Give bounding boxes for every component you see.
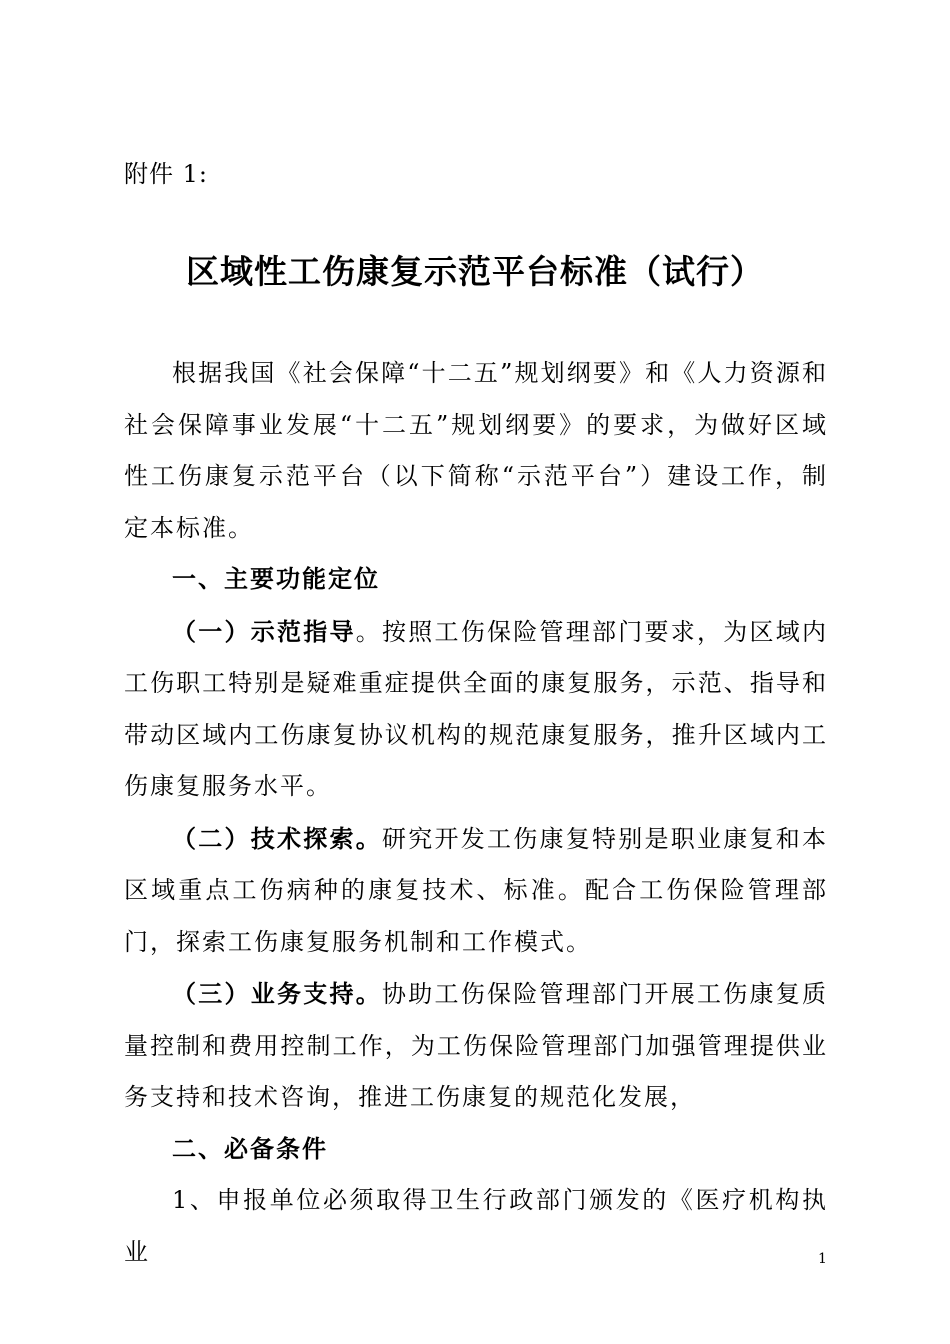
function-item-demonstration bbox=[124, 606, 828, 813]
item-lead: （一）示范指导 bbox=[172, 616, 356, 646]
item-text: 研究开发工伤康复特别是职业康复和本区域重点工伤病种的康复技术、标准。配合工伤保险管理部门，探索工伤康复服务机制和工作模式。 bbox=[124, 824, 828, 956]
item-lead: （三）业务支持。 bbox=[172, 979, 382, 1008]
item-text: 协助工伤保险管理部门开展工伤康复质量控制和费用控制工作，为工伤保险管理部门加强管理提供业务支持和技术咨询，推进工伤康复的规范化发展， bbox=[124, 980, 828, 1111]
document-title: 区域性工伤康复示范平台标准（试行） bbox=[186, 252, 764, 291]
intro-paragraph: 根据我国《社会保障“十二五”规划纲要》和《人力资源和社会保障事业发展“十二五”规划纲要》的要求，为做好区域性工伤康复示范平台（以下简称“示范平台”）建设工作，制定本标准。 bbox=[124, 359, 828, 542]
function-item-support bbox=[124, 968, 828, 1124]
attachment-label: 附件 1: bbox=[124, 160, 208, 188]
section-heading-requirements: 二、必备条件 bbox=[172, 1134, 328, 1163]
function-item-technology bbox=[124, 813, 828, 969]
item-lead: （二）技术探索。 bbox=[172, 823, 382, 853]
document-body bbox=[124, 348, 828, 1278]
section-heading-functions: 一、主要功能定位 bbox=[172, 565, 380, 593]
item-text: 。按照工伤保险管理部门要求，为区域内工伤职工特别是疑难重症提供全面的康复服务，示范、指导和带动区域内工伤康复协议机构的规范康复服务，推升区域内工伤康复服务水平。 bbox=[124, 617, 828, 800]
page-number: 1 bbox=[818, 1251, 827, 1267]
requirement-item: 1、申报单位必须取得卫生行政部门颁发的《医疗机构执业 bbox=[124, 1186, 828, 1266]
